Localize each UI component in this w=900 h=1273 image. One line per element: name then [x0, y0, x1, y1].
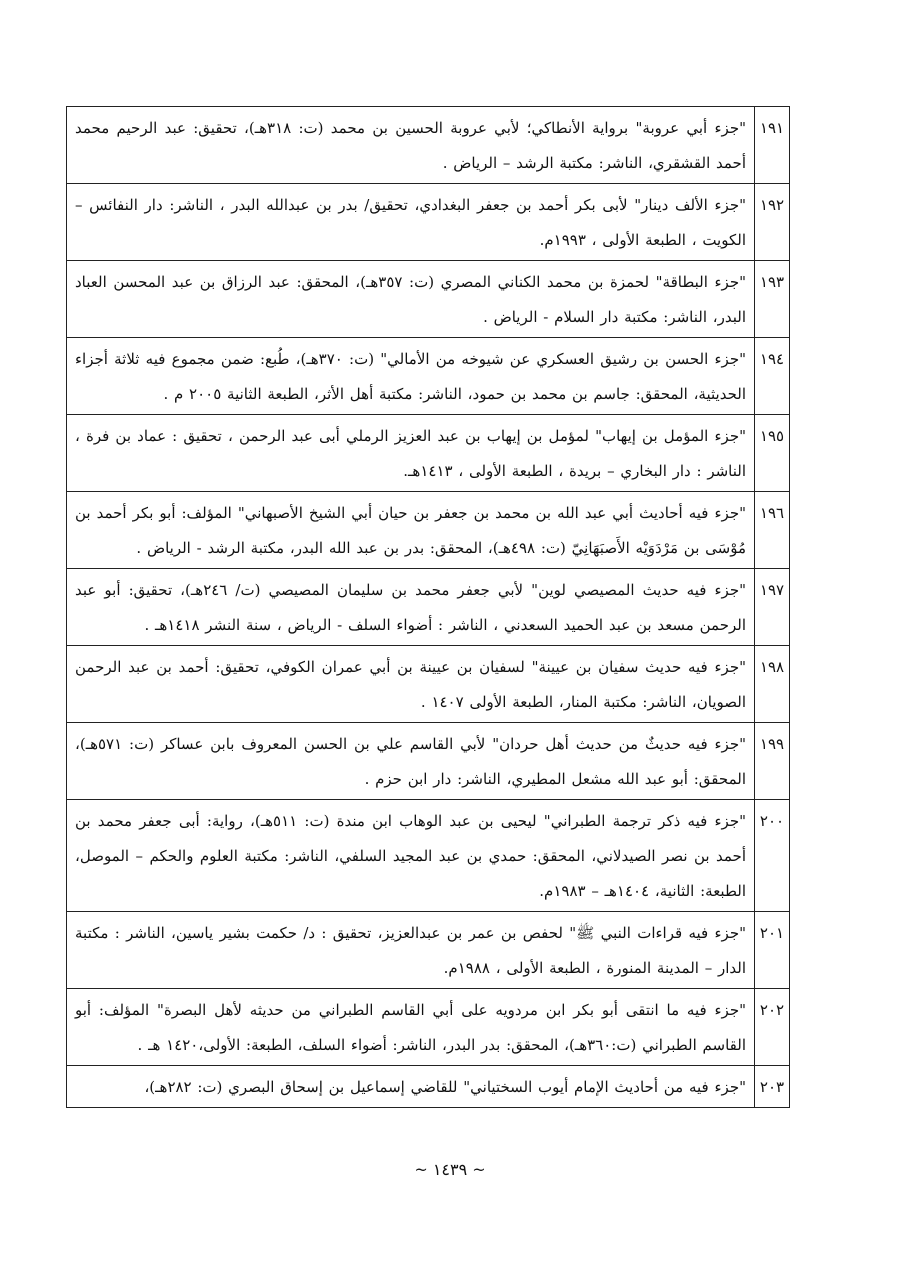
entry-text: "جزء البطاقة" لحمزة بن محمد الكناني المصري (ت: ٣٥٧هـ)، المحقق: عبد الرزاق بن عبد المحسن العباد البدر، الناشر: مكتبة دار السلام - الرياض . — [67, 261, 755, 338]
entry-text: "جزء فيه حديث المصيصي لوين" لأبي جعفر محمد بن سليمان المصيصي (ت/ ٢٤٦هـ)، تحقيق: أبو عبد الرحمن مسعد بن عبد الحميد السعدني ، الناشر : أضواء السلف - الرياض ، سنة النشر ١٤١٨هـ . — [67, 569, 755, 646]
entry-text: "جزء فيه ذكر ترجمة الطبراني" ليحيى بن عبد الوهاب ابن مندة (ت: ٥١١هـ)، رواية: أبى جعفر محمد بن أحمد بن نصر الصيدلاني، المحقق: حمدي بن عبد المجيد السلفي، الناشر: مكتبة العلوم والحكم – الموصل، الطبعة: الثانية، ١٤٠٤هـ – ١٩٨٣م. — [67, 800, 755, 912]
table-row — [67, 800, 790, 912]
entry-text: "جزء الألف دينار" لأبى بكر أحمد بن جعفر البغدادي، تحقيق/ بدر بن عبدالله البدر ، الناشر: دار النفائس – الكويت ، الطبعة الأولى ، ١٩٩٣م. — [67, 184, 755, 261]
table-row — [67, 184, 790, 261]
entry-number: ١٩١ — [755, 107, 790, 184]
table-row — [67, 261, 790, 338]
table-row — [67, 646, 790, 723]
entry-number: ٢٠١ — [755, 912, 790, 989]
entry-text: "جزء أبي عروبة" برواية الأنطاكي؛ لأبي عروبة الحسين بن محمد (ت: ٣١٨هـ)، تحقيق: عبد الرحيم محمد أحمد القشقري، الناشر: مكتبة الرشد – الرياض . — [67, 107, 755, 184]
references-page — [66, 106, 790, 1108]
table-row — [67, 912, 790, 989]
entry-text: "جزء فيه حديث سفيان بن عيينة" لسفيان بن عيينة بن أبي عمران الكوفي، تحقيق: أحمد بن عبد الرحمن الصويان، الناشر: مكتبة المنار، الطبعة الأولى ١٤٠٧ . — [67, 646, 755, 723]
entry-number: ١٩٥ — [755, 415, 790, 492]
entry-text: "جزء فيه حديثٌ من حديث أهل حردان" لأبي القاسم علي بن الحسن المعروف بابن عساكر (ت: ٥٧١هـ)، المحقق: أبو عبد الله مشعل المطيري، الناشر: دار ابن حزم . — [67, 723, 755, 800]
entry-number: ٢٠٢ — [755, 989, 790, 1066]
table-row — [67, 989, 790, 1066]
entry-number: ١٩٧ — [755, 569, 790, 646]
entry-text: "جزء فيه قراءات النبي ﷺ" لحفص بن عمر بن عبدالعزيز، تحقيق : د/ حكمت بشير ياسين، الناشر : مكتبة الدار – المدينة المنورة ، الطبعة الأولى ، ١٩٨٨م. — [67, 912, 755, 989]
table-row — [67, 569, 790, 646]
entry-number: ١٩٦ — [755, 492, 790, 569]
table-row — [67, 338, 790, 415]
references-table — [66, 106, 790, 1108]
entry-text: "جزء فيه ما انتقى أبو بكر ابن مردويه على أبي القاسم الطبراني من حديثه لأهل البصرة" المؤلف: أبو القاسم الطبراني (ت:٣٦٠هـ)، المحقق: بدر البدر، الناشر: أضواء السلف، الطبعة: الأولى،١٤٢٠ هـ . — [67, 989, 755, 1066]
entry-text: "جزء المؤمل بن إيهاب" لمؤمل بن إيهاب بن عبد العزيز الرملي أبى عبد الرحمن ، تحقيق : عماد بن فرة ، الناشر : دار البخاري – بريدة ، الطبعة الأولى ، ١٤١٣هـ. — [67, 415, 755, 492]
table-row — [67, 1066, 790, 1108]
entry-text: "جزء فيه أحاديث أبي عبد الله بن محمد بن جعفر بن حيان أبي الشيخ الأصبهاني" المؤلف: أبو بكر أحمد بن مُوْسَى بن مَرْدَوَيْه الأَصبَهَانِيّ (ت: ٤٩٨هـ)، المحقق: بدر بن عبد الله البدر، مكتبة الرشد - الرياض . — [67, 492, 755, 569]
entry-number: ١٩٤ — [755, 338, 790, 415]
table-row — [67, 723, 790, 800]
entry-text: "جزء فيه من أحاديث الإمام أيوب السختياني" للقاضي إسماعيل بن إسحاق البصري (ت: ٢٨٢هـ)، — [67, 1066, 755, 1108]
entry-number: ١٩٢ — [755, 184, 790, 261]
table-row — [67, 107, 790, 184]
entry-number: ٢٠٣ — [755, 1066, 790, 1108]
table-row — [67, 415, 790, 492]
entry-number: ٢٠٠ — [755, 800, 790, 912]
table-row — [67, 492, 790, 569]
references-table-body — [67, 107, 790, 1108]
entry-number: ١٩٣ — [755, 261, 790, 338]
page-number: ~ ١٤٣٩ ~ — [414, 1160, 486, 1179]
entry-text: "جزء الحسن بن رشيق العسكري عن شيوخه من الأمالي" (ت: ٣٧٠هـ)، طُبع: ضمن مجموع فيه ثلاثة أجزاء الحديثية، المحقق: جاسم بن محمد بن حمود، الناشر: مكتبة أهل الأثر، الطبعة الثانية ٢٠٠٥ م . — [67, 338, 755, 415]
entry-number: ١٩٨ — [755, 646, 790, 723]
entry-number: ١٩٩ — [755, 723, 790, 800]
